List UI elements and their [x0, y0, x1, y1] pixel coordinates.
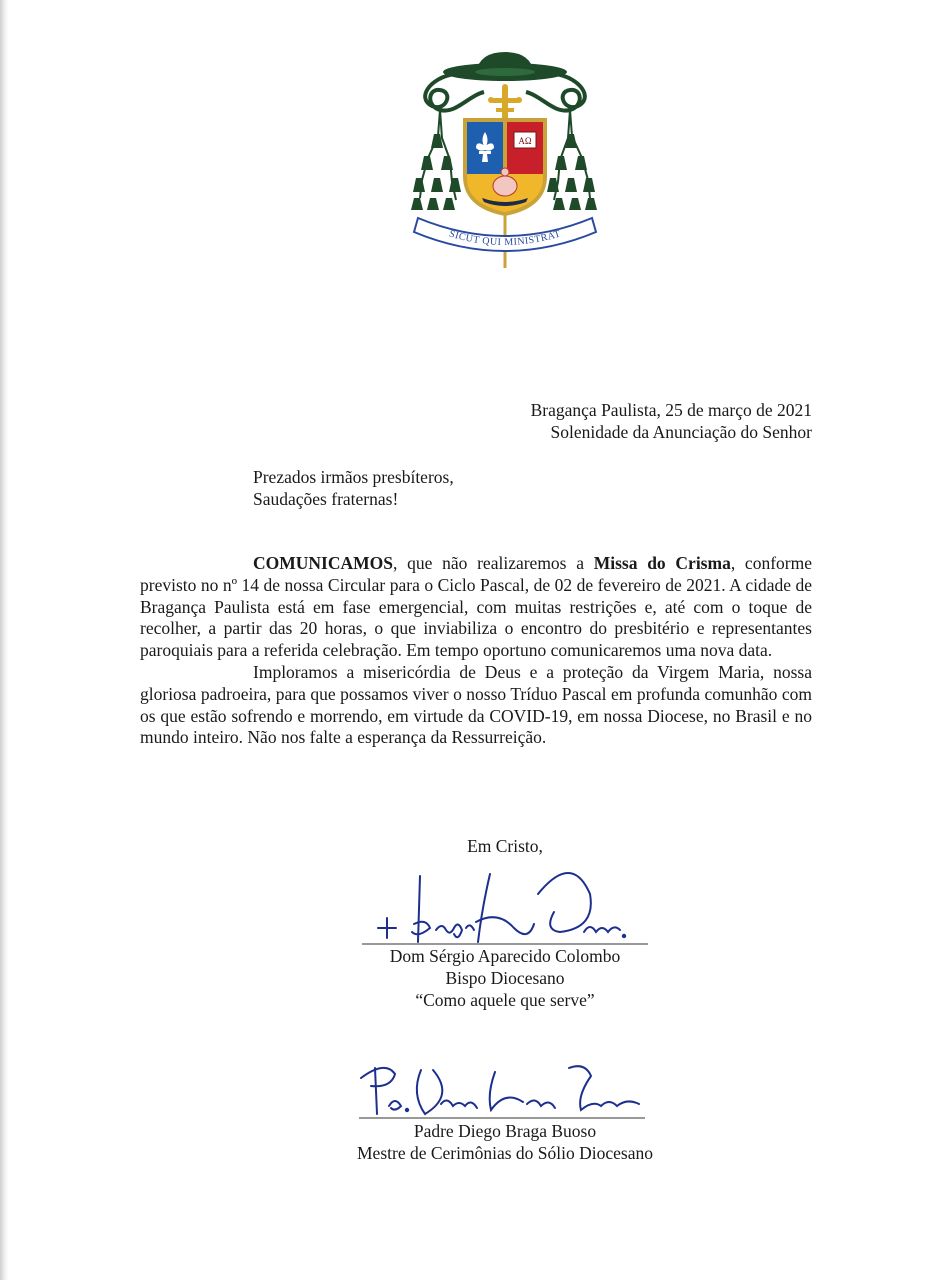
signer-bishop [0, 945, 942, 1011]
book-letters: AΩ [518, 136, 532, 146]
closing-text: Em Cristo, [467, 836, 543, 856]
signature-bishop-icon [358, 858, 650, 952]
signature-bishop [358, 858, 650, 952]
paragraph-2: Imploramos a misericórdia de Deus e a proteção da Virgem Maria, nossa gloriosa padroeira, para que possamos viver o nosso Tríduo Pascal em profunda comunhão com os que estão sofrendo e morrendo, em virtude da COVID-19, em nossa Diocese, no Brasil e no mundo inteiro. Não nos falte a esperança da Ressurreição. [140, 661, 812, 748]
paragraph-1 [140, 553, 812, 662]
signer-priest [0, 1120, 942, 1164]
signer-bishop-title: Bispo Diocesano [445, 968, 565, 988]
feast-name: Solenidade da Anunciação do Senhor [550, 422, 812, 442]
letter-body [140, 553, 812, 749]
crest-motto: SICUT QUI MINISTRAT [447, 228, 563, 249]
date-block [531, 399, 812, 443]
page-edge-shadow [0, 0, 9, 1280]
salutation: Prezados irmãos presbíteros, [253, 467, 454, 487]
signer-priest-title: Mestre de Cerimônias do Sólio Diocesano [357, 1143, 653, 1163]
bold-communicamos: COMUNICAMOS [253, 553, 393, 573]
regards: Saudações fraternas! [253, 489, 399, 509]
bold-missa-crisma: Missa do Crisma [593, 553, 731, 573]
place-date: Bragança Paulista, 25 de março de 2021 [530, 400, 812, 420]
p1-text-b: , conforme previsto no nº 14 de nossa Circular para o Ciclo Pascal, de 02 de fevereiro de 2021. A cidade de Bragança Paulista está em fase emergencial, com muitas restrições e, até com o toque de recolher, a partir das 20 horas, o que inviabiliza o encontro do presbitério e representantes paroquiais para a referida celebração. Em tempo oportuno comunicaremos uma nova data. [140, 553, 812, 661]
closing [0, 836, 942, 857]
signer-bishop-motto: “Como aquele que serve” [415, 990, 595, 1010]
greeting [253, 466, 454, 510]
coat-of-arms [410, 48, 600, 270]
coat-of-arms-icon [410, 48, 600, 270]
p1-text-a: , que não realizaremos a [393, 553, 594, 573]
signer-bishop-name: Dom Sérgio Aparecido Colombo [389, 946, 621, 966]
signer-priest-name: Padre Diego Braga Buoso [413, 1121, 597, 1141]
signature-priest-icon [355, 1060, 650, 1126]
signature-priest [355, 1060, 650, 1126]
